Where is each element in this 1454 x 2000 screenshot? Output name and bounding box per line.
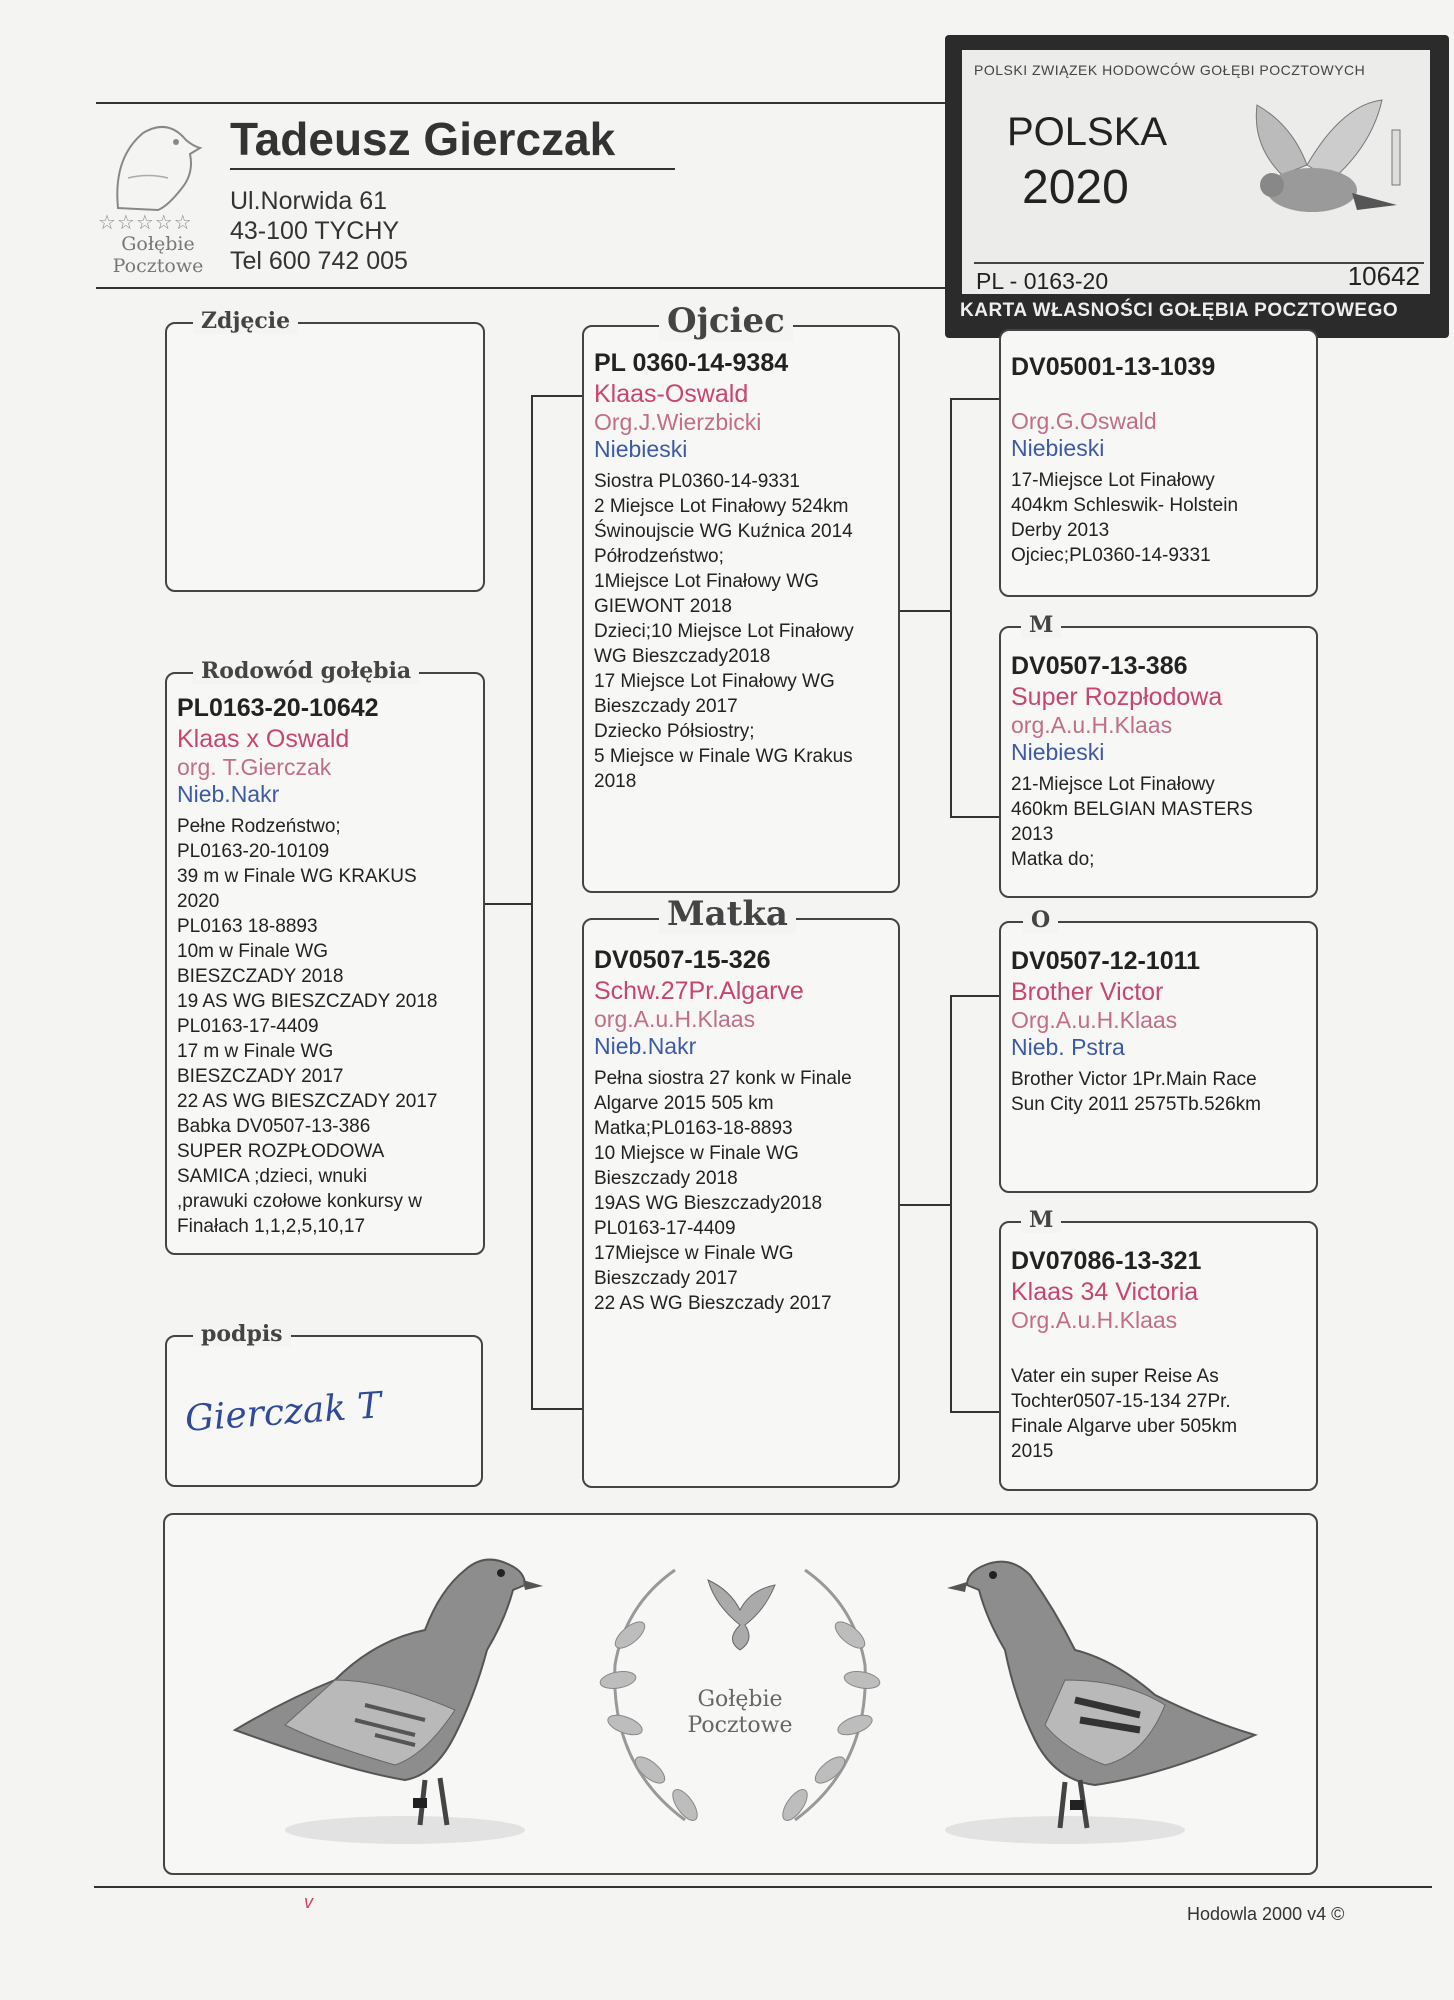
pigeon-left-icon [225,1530,565,1860]
logo [98,118,218,278]
connector-to-fm [950,816,1000,818]
fm-label: M [1021,612,1061,638]
banner-box [163,1513,1318,1875]
wreath-text-2: Pocztowe [687,1713,793,1738]
mf-org: Org.A.u.H.Klaas [1011,1007,1178,1033]
mf-ring: DV0507-12-1011 [1011,947,1201,975]
connector-to-father [531,395,583,397]
owner-block [230,112,675,276]
phone: Tel 600 742 005 [230,247,408,275]
connector-to-ff [950,398,1000,400]
union-name: POLSKI ZWIĄZEK HODOWCÓW GOŁĘBI POCZTOWYCH [974,62,1366,78]
mm-color [1011,1334,1310,1358]
pedigree-notes: Pełne Rodzeństwo; PL0163-20-10109 39 m w Finale WG KRAKUS 2020 PL0163 18-8893 10m w Finale WG BIESZCZADY 2018 19 AS WG BIESZCZADY 2018 PL0163-17-4409 17 m w Finale WG BIESZCZADY 2017 22 AS WG BIESZCZADY 2017 Babka DV0507-13-386 SUPER ROZPŁODOWA SAMICA ;dzieci, wnuki ,prawuki czołowe konkursy w Finałach 1,1,2,5,10,17 [177,816,438,1237]
mf-notes: Brother Victor 1Pr.Main Race Sun City 2011 2575Tb.526km [1011,1069,1261,1115]
owner-name: Tadeusz Gierczak [230,113,616,165]
mother-ring: DV0507-15-326 [594,946,771,974]
connector-to-mother [531,1408,583,1410]
father-org: Org.J.Wierzbicki [594,409,762,435]
mother-box [582,894,900,1488]
fm-box [999,612,1318,898]
address-line-2: 43-100 TYCHY [230,217,400,245]
ff-name [1011,384,1310,408]
mother-content [594,946,892,1316]
mm-org: Org.A.u.H.Klaas [1011,1307,1178,1333]
father-name: Klaas-Oswald [594,380,749,408]
address-line-1: Ul.Norwida 61 [230,187,388,215]
mf-box [999,907,1318,1193]
footer-rule [94,1886,1432,1888]
footer-mark: v [304,1892,313,1912]
mm-name: Klaas 34 Victoria [1011,1278,1199,1306]
fm-ring: DV0507-13-386 [1011,652,1188,680]
pedigree-box [165,658,485,1255]
father-box [582,301,900,893]
pedigree-org: org. T.Gierczak [177,754,332,780]
ff-content [1011,353,1310,568]
connector-mother-vertical [950,995,952,1413]
mf-content [1011,947,1310,1117]
header-top-rule [96,102,946,104]
connector-main-horizontal [485,903,533,905]
ff-ring: DV05001-13-1039 [1011,353,1216,381]
mm-content [1011,1247,1310,1464]
mf-color: Nieb. Pstra [1011,1034,1125,1060]
father-content [594,349,892,794]
mother-notes: Pełna siostra 27 konk w Finale Algarve 2015 505 km Matka;PL0163-18-8893 10 Miejsce w Finale WG Bieszczady 2018 19AS WG Bieszczady2018 PL0163-17-4409 17Miejsce w Finale WG Bieszczady 2017 22 AS WG Bieszczady 2017 [594,1068,852,1314]
mm-ring: DV07086-13-321 [1011,1247,1202,1275]
pedigree-name: Klaas x Oswald [177,725,350,753]
ff-notes: 17-Miejsce Lot Finałowy 404km Schleswik- Holstein Derby 2013 Ojciec;PL0360-14-9331 [1011,470,1239,566]
pigeon-head-icon [98,118,218,213]
wreath-text-1: Gołębie [697,1687,783,1712]
mother-org: org.A.u.H.Klaas [594,1006,756,1032]
connector-to-mf [950,995,1000,997]
pedigree-label: Rodowód gołębia [193,658,419,684]
fm-color: Niebieski [1011,739,1105,765]
mf-label: O [1023,907,1058,933]
logo-text-1: Gołębie [121,233,195,255]
fm-content [1011,652,1310,872]
ff-color: Niebieski [1011,435,1105,461]
pedigree-ring: PL0163-20-10642 [177,694,379,722]
card-ring-number: 10642 [1347,261,1420,291]
pigeon-flying-icon [1212,85,1422,235]
connector-mother-horizontal [900,1204,952,1206]
card-ring-prefix: PL - 0163-20 [976,268,1109,294]
mother-name: Schw.27Pr.Algarve [594,977,804,1005]
mf-name: Brother Victor [1011,978,1164,1006]
year: 2020 [1022,161,1129,214]
ownership-card [945,35,1449,338]
mother-label: Matka [659,894,796,934]
fm-name: Super Rozpłodowa [1011,683,1223,711]
father-label: Ojciec [659,301,793,341]
connector-main-vertical [531,395,533,1410]
ownership-card-inner [962,50,1430,294]
footer-credit: Hodowla 2000 v4 © [1187,1904,1345,1924]
pedigree-content [177,694,477,1239]
fm-org: org.A.u.H.Klaas [1011,712,1173,738]
signature-box [165,1321,483,1487]
father-notes: Siostra PL0360-14-9331 2 Miejsce Lot Finałowy 524km Świnoujscie WG Kuźnica 2014 Półrodzeństwo; 1Miejsce Lot Finałowy WG GIEWONT 2018 Dzieci;10 Miejsce Lot Finałowy WG Bieszczady2018 17 Miejsce Lot Finałowy WG Bieszczady 2017 Dziecko Półsiostry; 5 Miejsce w Finale WG Krakus 2018 [594,471,854,792]
ff-org: Org.G.Oswald [1011,408,1157,434]
connector-father-vertical [950,398,952,818]
logo-stars: ☆☆☆☆☆ [98,212,193,234]
mother-color: Nieb.Nakr [594,1033,697,1059]
mm-notes: Vater ein super Reise As Tochter0507-15-134 27Pr. Finale Algarve uber 505km 2015 [1011,1366,1238,1462]
photo-box [165,308,485,592]
pedigree-color: Nieb.Nakr [177,781,280,807]
ff-box [999,329,1318,597]
mm-box [999,1207,1318,1491]
card-title: KARTA WŁASNOŚCI GOŁĘBIA POCZTOWEGO [960,300,1399,321]
connector-to-mm [950,1411,1000,1413]
country: POLSKA [1007,110,1168,154]
logo-text-2: Pocztowe [112,255,204,277]
father-color: Niebieski [594,436,688,462]
connector-father-horizontal [900,610,952,612]
fm-notes: 21-Miejsce Lot Finałowy 460km BELGIAN MASTERS 2013 Matka do; [1011,774,1253,870]
mm-label: M [1021,1207,1061,1233]
signature-text: Gierczak T [183,1385,383,1440]
owner-name-underline [230,168,675,170]
signature-label: podpis [193,1321,291,1347]
pigeon-right-icon [905,1530,1265,1860]
father-ring: PL 0360-14-9384 [594,349,789,377]
photo-label: Zdjęcie [193,308,298,334]
